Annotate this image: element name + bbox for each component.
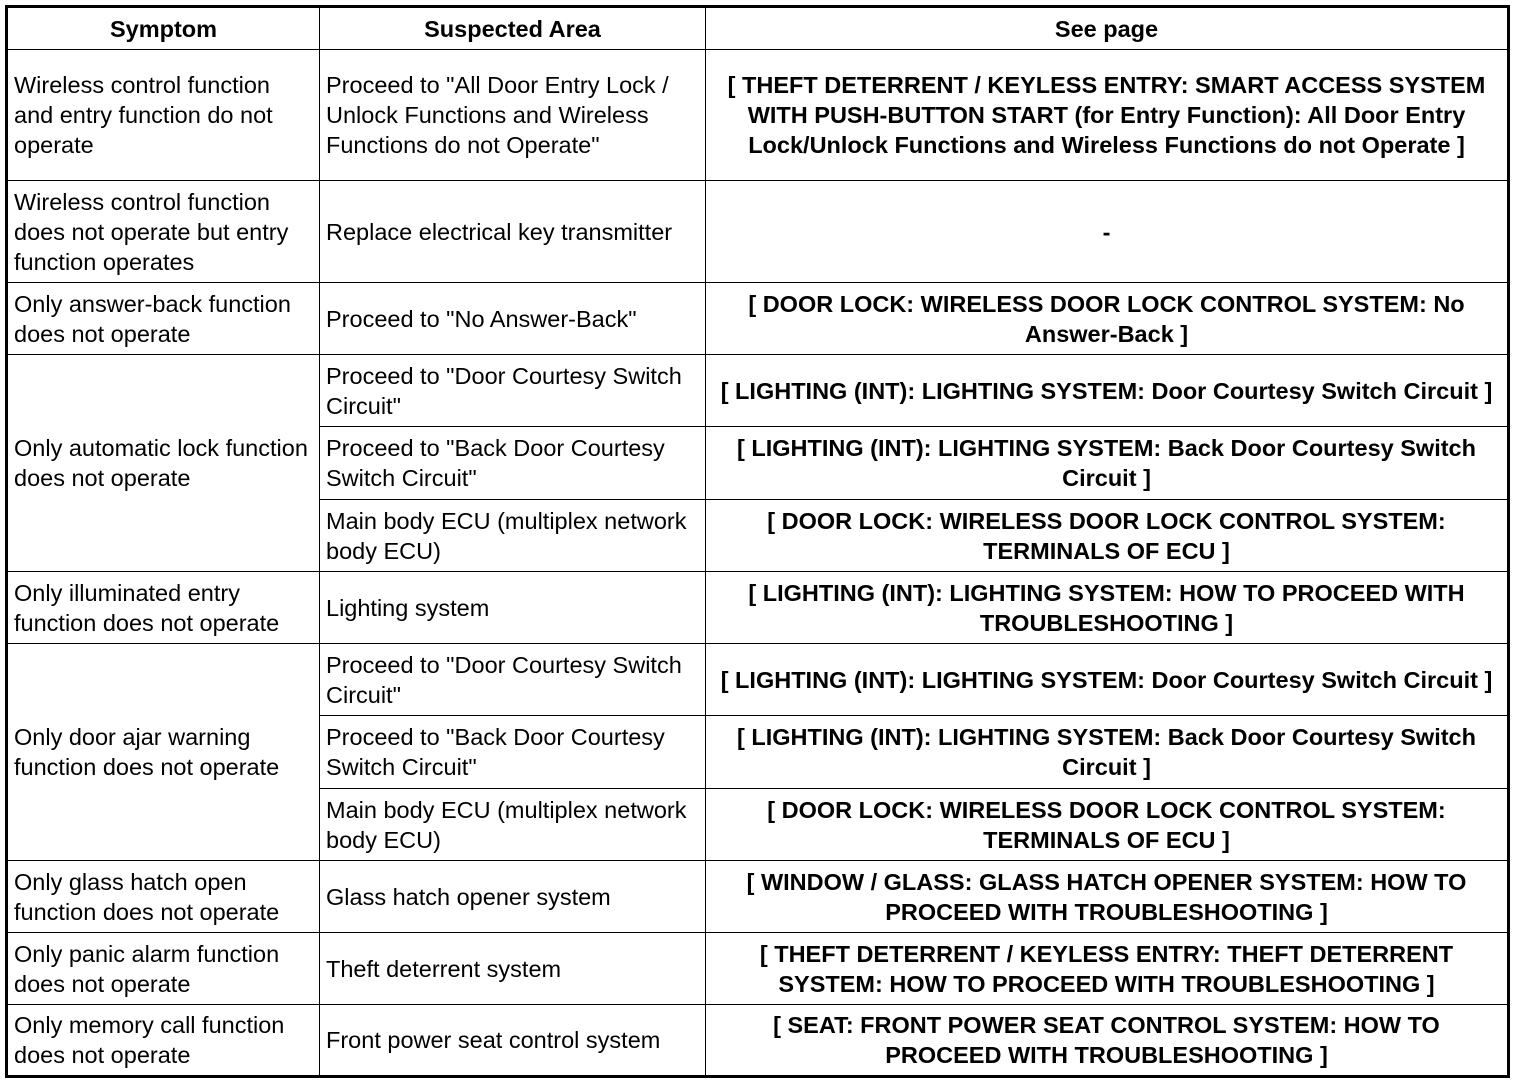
table-row bbox=[7, 50, 1509, 181]
table-row bbox=[7, 1005, 1509, 1077]
table-row bbox=[7, 283, 1509, 355]
suspected-area-cell: Theft deterrent system bbox=[320, 933, 706, 1005]
symptom-cell: Only automatic lock function does not operate bbox=[7, 355, 320, 572]
see-page-cell: [ LIGHTING (INT): LIGHTING SYSTEM: HOW TO PROCEED WITH TROUBLESHOOTING ] bbox=[706, 572, 1509, 644]
see-page-cell: [ DOOR LOCK: WIRELESS DOOR LOCK CONTROL SYSTEM: TERMINALS OF ECU ] bbox=[706, 500, 1509, 572]
suspected-area-cell: Main body ECU (multiplex network body ECU) bbox=[320, 500, 706, 572]
table-row bbox=[7, 355, 1509, 427]
suspected-area-cell: Proceed to "Door Courtesy Switch Circuit" bbox=[320, 355, 706, 427]
suspected-area-cell: Proceed to "Back Door Courtesy Switch Circuit" bbox=[320, 716, 706, 789]
suspected-area-cell: Proceed to "Back Door Courtesy Switch Circuit" bbox=[320, 427, 706, 500]
symptom-cell: Wireless control function does not operate but entry function operates bbox=[7, 181, 320, 283]
header-see-page: See page bbox=[706, 7, 1509, 50]
see-page-cell: - bbox=[706, 181, 1509, 283]
suspected-area-cell: Proceed to "No Answer-Back" bbox=[320, 283, 706, 355]
see-page-cell: [ DOOR LOCK: WIRELESS DOOR LOCK CONTROL SYSTEM: No Answer-Back ] bbox=[706, 283, 1509, 355]
see-page-cell: [ LIGHTING (INT): LIGHTING SYSTEM: Door Courtesy Switch Circuit ] bbox=[706, 355, 1509, 427]
header-symptom: Symptom bbox=[7, 7, 320, 50]
symptom-cell: Only illuminated entry function does not operate bbox=[7, 572, 320, 644]
see-page-cell: [ THEFT DETERRENT / KEYLESS ENTRY: THEFT DETERRENT SYSTEM: HOW TO PROCEED WITH TROUBLESHOOTING ] bbox=[706, 933, 1509, 1005]
table-row bbox=[7, 933, 1509, 1005]
table-row bbox=[7, 644, 1509, 716]
table-row bbox=[7, 181, 1509, 283]
symptom-cell: Only door ajar warning function does not operate bbox=[7, 644, 320, 861]
suspected-area-cell: Replace electrical key transmitter bbox=[320, 181, 706, 283]
symptom-cell: Only panic alarm function does not operate bbox=[7, 933, 320, 1005]
suspected-area-cell: Lighting system bbox=[320, 572, 706, 644]
see-page-cell: [ SEAT: FRONT POWER SEAT CONTROL SYSTEM: HOW TO PROCEED WITH TROUBLESHOOTING ] bbox=[706, 1005, 1509, 1077]
symptom-cell: Only answer-back function does not operate bbox=[7, 283, 320, 355]
see-page-cell: [ LIGHTING (INT): LIGHTING SYSTEM: Back Door Courtesy Switch Circuit ] bbox=[706, 716, 1509, 789]
see-page-cell: [ LIGHTING (INT): LIGHTING SYSTEM: Door Courtesy Switch Circuit ] bbox=[706, 644, 1509, 716]
table-row bbox=[7, 861, 1509, 933]
suspected-area-cell: Proceed to "Door Courtesy Switch Circuit" bbox=[320, 644, 706, 716]
suspected-area-cell: Proceed to "All Door Entry Lock / Unlock Functions and Wireless Functions do not Operate" bbox=[320, 50, 706, 181]
see-page-cell: [ DOOR LOCK: WIRELESS DOOR LOCK CONTROL SYSTEM: TERMINALS OF ECU ] bbox=[706, 789, 1509, 861]
see-page-cell: [ THEFT DETERRENT / KEYLESS ENTRY: SMART ACCESS SYSTEM WITH PUSH-BUTTON START (for Entry Function): All Door Entry Lock/Unlock Functions and Wireless Functions do not Operate ] bbox=[706, 50, 1509, 181]
header-suspected-area: Suspected Area bbox=[320, 7, 706, 50]
troubleshooting-table bbox=[5, 5, 1510, 1078]
suspected-area-cell: Front power seat control system bbox=[320, 1005, 706, 1077]
see-page-cell: [ LIGHTING (INT): LIGHTING SYSTEM: Back Door Courtesy Switch Circuit ] bbox=[706, 427, 1509, 500]
table-header-row bbox=[7, 7, 1509, 50]
symptom-cell: Only glass hatch open function does not operate bbox=[7, 861, 320, 933]
see-page-cell: [ WINDOW / GLASS: GLASS HATCH OPENER SYSTEM: HOW TO PROCEED WITH TROUBLESHOOTING ] bbox=[706, 861, 1509, 933]
table-row bbox=[7, 572, 1509, 644]
suspected-area-cell: Glass hatch opener system bbox=[320, 861, 706, 933]
suspected-area-cell: Main body ECU (multiplex network body ECU) bbox=[320, 789, 706, 861]
symptom-cell: Only memory call function does not operate bbox=[7, 1005, 320, 1077]
symptom-cell: Wireless control function and entry function do not operate bbox=[7, 50, 320, 181]
